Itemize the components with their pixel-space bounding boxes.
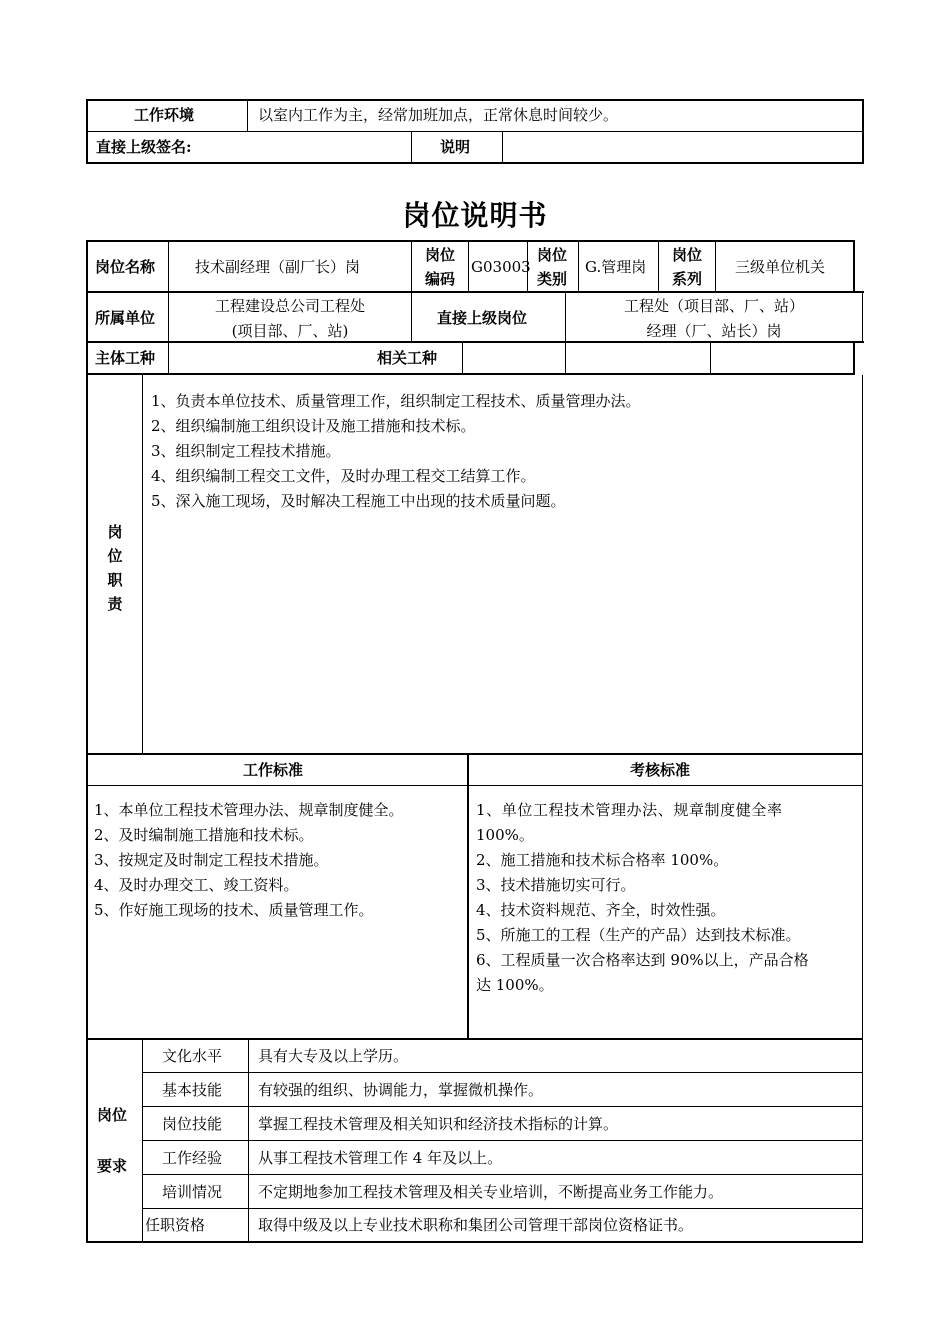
work-standard-item: 3、按规定及时制定工程技术措施。	[94, 851, 329, 869]
post-category-value: G.管理岗	[585, 258, 647, 276]
assessment-standard-line: 达 100%。	[476, 976, 554, 994]
assessment-standard-line: 100%。	[476, 826, 534, 844]
duty-item: 1、负责本单位技术、质量管理工作，组织制定工程技术、质量管理办法。	[151, 392, 641, 410]
related-work-type-label: 相关工种	[377, 349, 438, 367]
duty-item: 2、组织编制施工组织设计及施工措施和技术标。	[151, 417, 476, 435]
post-series-value: 三级单位机关	[735, 258, 826, 276]
duty-item: 3、组织制定工程技术措施。	[151, 442, 341, 460]
unit-value-line-1: 工程建设总公司工程处	[214, 297, 365, 315]
superior-sign-label: 直接上级签名:	[96, 138, 192, 156]
post-series-label-1: 岗位	[672, 246, 703, 264]
requirement-value: 取得中级及以上专业技术职称和集团公司管理干部岗位资格证书。	[258, 1216, 694, 1234]
unit-value-line-2: (项目部、厂、站)	[231, 322, 349, 340]
assessment-standard-header: 考核标准	[630, 761, 691, 779]
duties-label-char: 岗	[107, 523, 123, 541]
post-code-value: G03003	[471, 258, 531, 276]
requirements-label-line-1: 岗位	[97, 1106, 128, 1124]
unit-label: 所属单位	[95, 309, 156, 327]
duty-item: 5、深入施工现场，及时解决工程施工中出现的技术质量问题。	[151, 492, 566, 510]
duties-label-char: 责	[107, 595, 123, 613]
superior-post-label: 直接上级岗位	[437, 309, 528, 327]
duty-item: 4、组织编制工程交工文件，及时办理工程交工结算工作。	[151, 467, 536, 485]
requirement-value: 从事工程技术管理工作 4 年及以上。	[258, 1149, 503, 1167]
assessment-standard-line: 5、所施工的工程（生产的产品）达到技术标准。	[476, 926, 801, 944]
requirement-label: 培训情况	[162, 1183, 223, 1201]
post-name-label: 岗位名称	[95, 258, 156, 276]
post-name-value: 技术副经理（副厂长）岗	[195, 258, 361, 276]
work-standard-item: 5、作好施工现场的技术、质量管理工作。	[94, 901, 374, 919]
assessment-standard-line: 1、单位工程技术管理办法、规章制度健全率	[476, 801, 783, 819]
requirement-label: 工作经验	[162, 1149, 223, 1167]
assessment-standard-line: 3、技术措施切实可行。	[476, 876, 636, 894]
superior-post-value-line-1: 工程处（项目部、厂、站）	[623, 297, 804, 315]
post-series-label-2: 系列	[672, 270, 703, 288]
page-title: 岗位说明书	[402, 199, 548, 232]
post-category-label-2: 类别	[537, 270, 568, 288]
assessment-standard-line: 6、工程质量一次合格率达到 90%以上，产品合格	[476, 951, 809, 969]
assessment-standard-line: 2、施工措施和技术标合格率 100%。	[476, 851, 729, 869]
assessment-standard-line: 4、技术资料规范、齐全，时效性强。	[476, 901, 726, 919]
duties-label-char: 位	[107, 547, 123, 565]
requirement-label: 岗位技能	[162, 1115, 223, 1133]
requirement-label: 文化水平	[162, 1047, 223, 1065]
duties-label-char: 职	[107, 571, 123, 589]
post-code-label-1: 岗位	[425, 246, 456, 264]
work-standard-header: 工作标准	[243, 761, 304, 779]
work-env-label: 工作环境	[134, 106, 195, 124]
main-work-type-label: 主体工种	[95, 349, 156, 367]
superior-post-value-line-2: 经理（厂、站长）岗	[646, 322, 782, 340]
requirement-value: 掌握工程技术管理及相关知识和经济技术指标的计算。	[258, 1115, 619, 1133]
work-env-value: 以室内工作为主，经常加班加点，正常休息时间较少。	[258, 106, 619, 124]
requirement-label: 基本技能	[162, 1081, 223, 1099]
requirement-value: 不定期地参加工程技术管理及相关专业培训，不断提高业务工作能力。	[258, 1183, 724, 1201]
work-standard-item: 1、本单位工程技术管理办法、规章制度健全。	[94, 801, 404, 819]
post-code-label-2: 编码	[425, 270, 456, 288]
note-label: 说明	[440, 138, 471, 156]
requirements-label-line-2: 要求	[97, 1157, 128, 1175]
requirement-value: 有较强的组织、协调能力，掌握微机操作。	[258, 1081, 544, 1099]
work-standard-item: 4、及时办理交工、竣工资料。	[94, 876, 299, 894]
requirement-value: 具有大专及以上学历。	[258, 1047, 409, 1065]
work-standard-item: 2、及时编制施工措施和技术标。	[94, 826, 314, 844]
post-category-label-1: 岗位	[537, 246, 568, 264]
requirement-label: 任职资格	[145, 1216, 206, 1234]
